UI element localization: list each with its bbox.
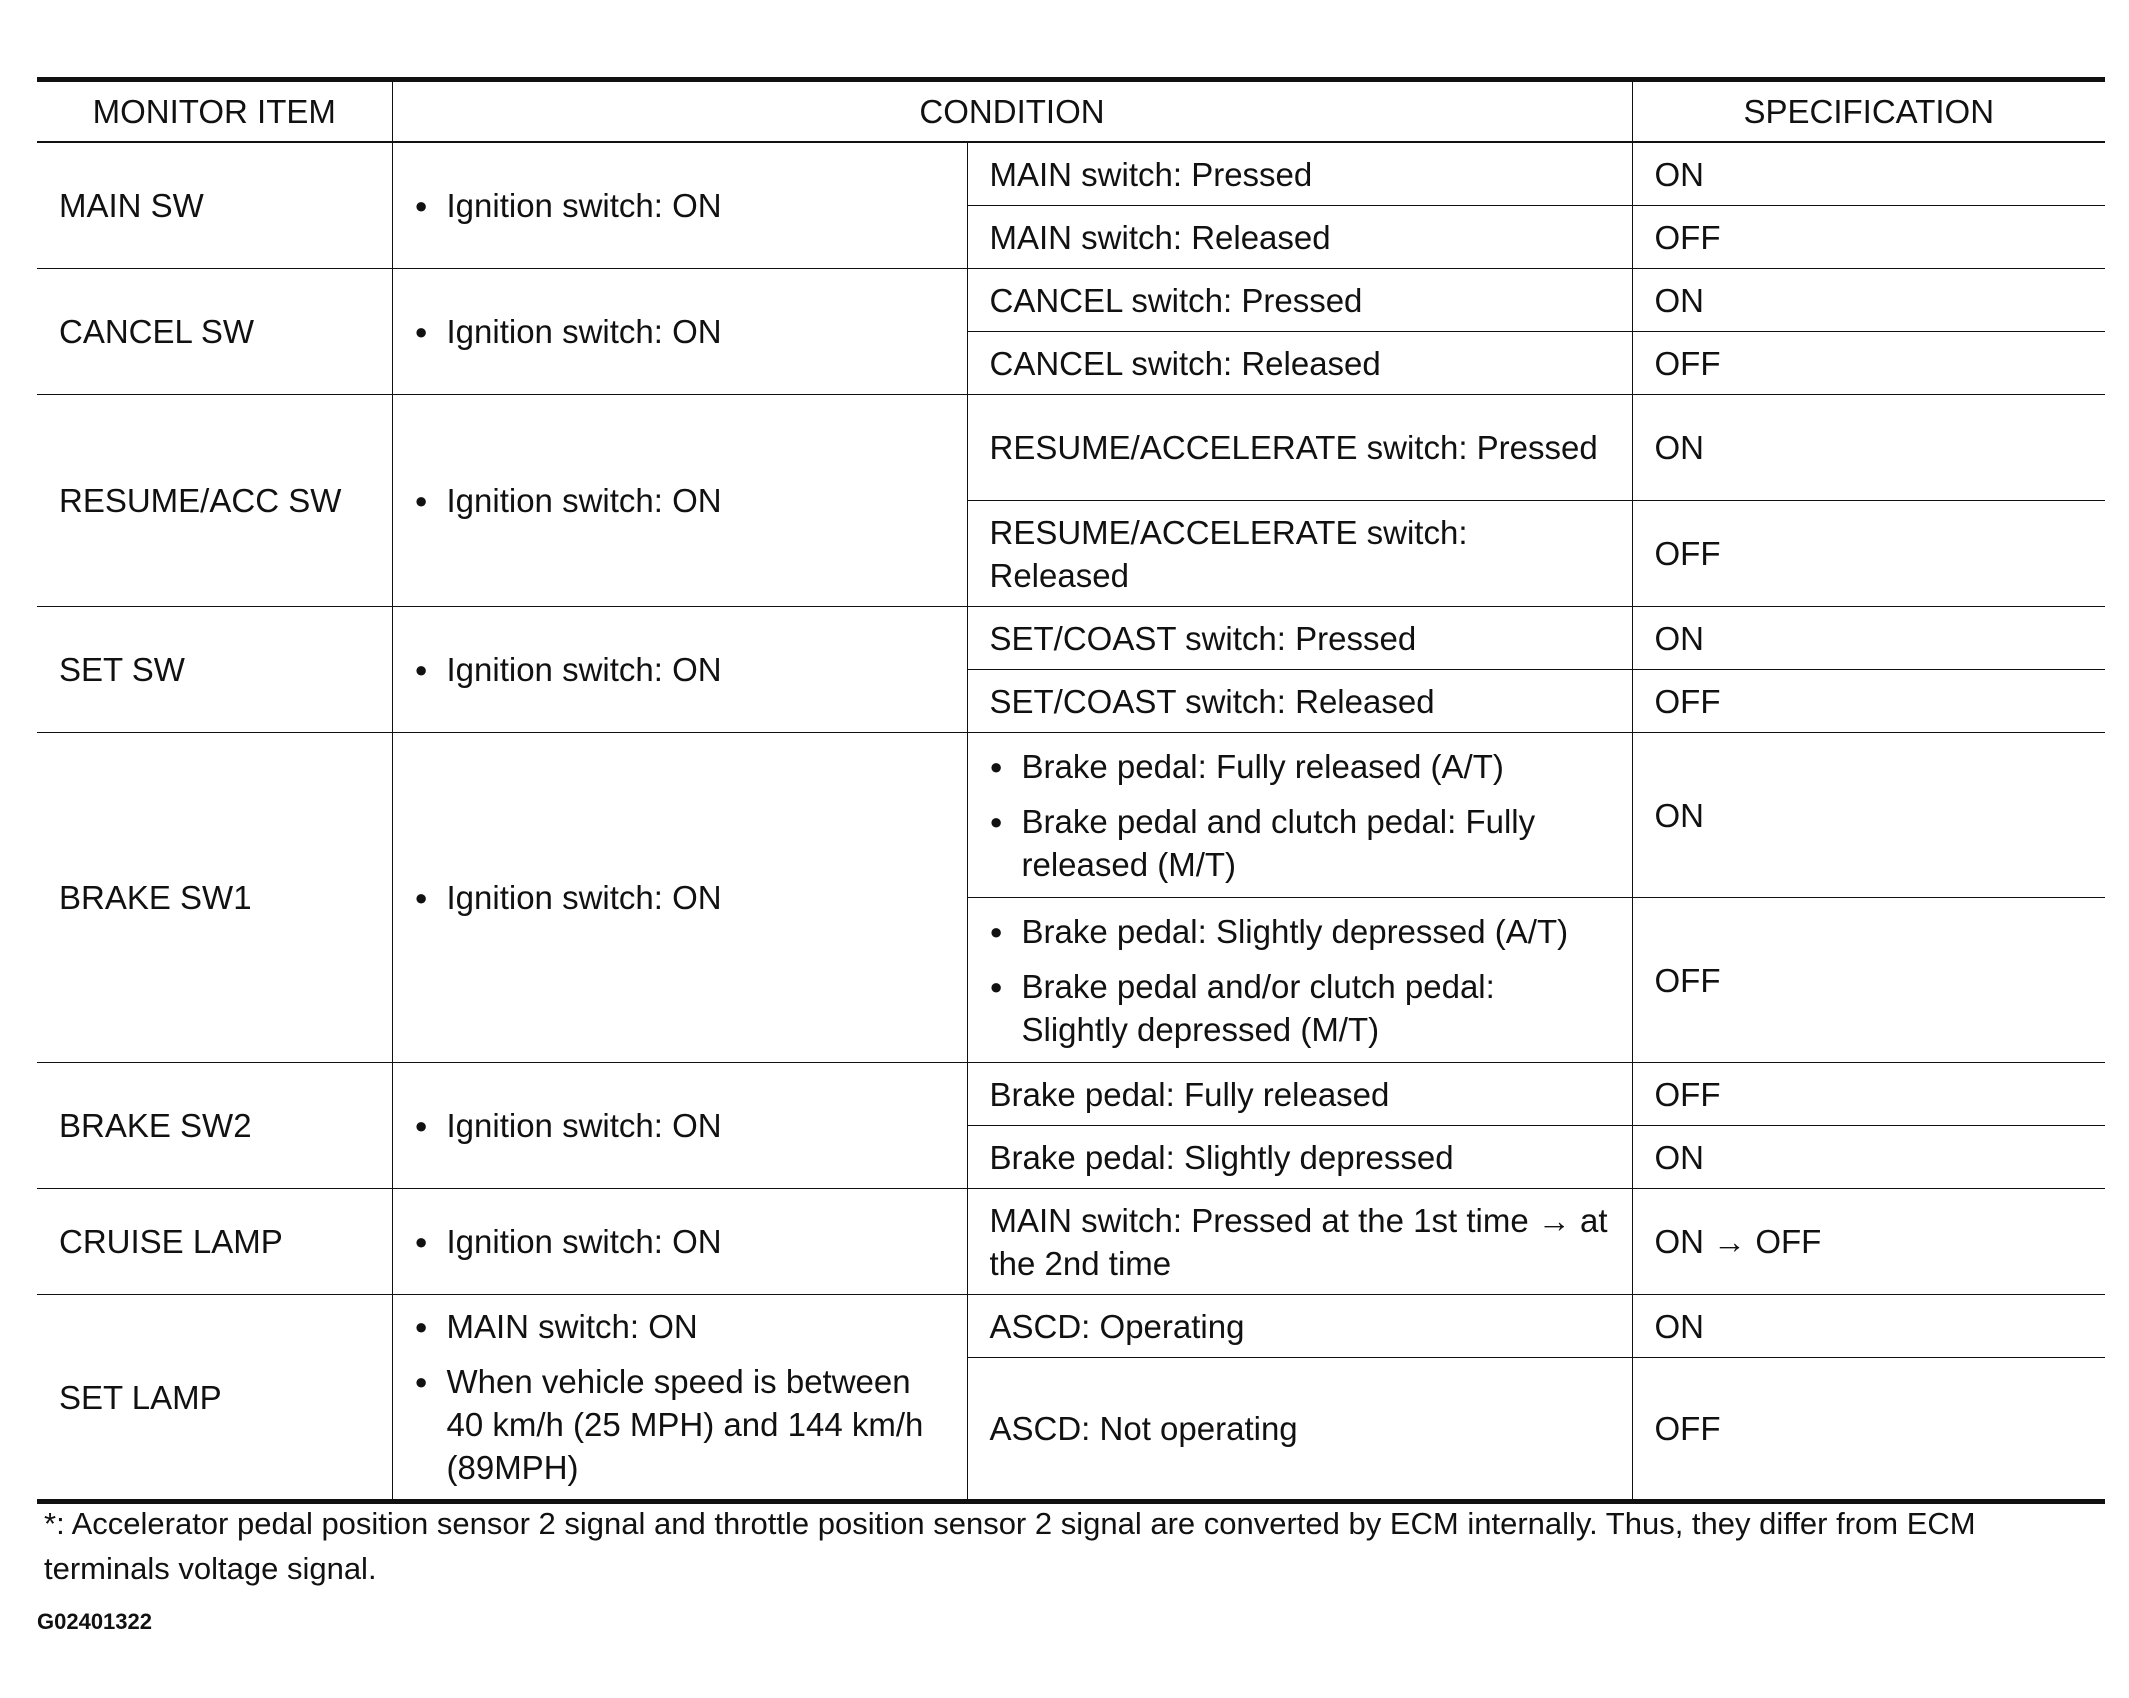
spec-value: OFF <box>1632 898 2105 1063</box>
footnote: *: Accelerator pedal position sensor 2 signal and throttle position sensor 2 signal are converted by ECM internally. Thus, they differ from ECM terminals voltage signal. <box>44 1506 1976 1586</box>
figure-id: G02401322 <box>37 1609 152 1634</box>
condition-bullet: ● Ignition switch: ON <box>415 648 945 691</box>
sub-condition: RESUME/ACCELERATE switch: Released <box>967 501 1632 607</box>
condition-bullet: ● Ignition switch: ON <box>415 184 945 227</box>
spec-value: ON <box>1632 395 2105 501</box>
header-condition: CONDITION <box>392 80 1632 143</box>
monitor-item: MAIN SW <box>37 142 392 269</box>
base-condition <box>392 733 967 1063</box>
sub-condition: RESUME/ACCELERATE switch: Pressed <box>967 395 1632 501</box>
header-monitor-item: MONITOR ITEM <box>37 80 392 143</box>
table-row <box>37 1295 2105 1358</box>
table-row <box>37 1063 2105 1126</box>
condition-bullet: ● Ignition switch: ON <box>415 1220 945 1263</box>
table-row <box>37 1189 2105 1295</box>
spec-value: ON <box>1632 1295 2105 1358</box>
base-condition <box>392 1295 967 1502</box>
condition-bullet: ● Ignition switch: ON <box>415 479 945 522</box>
header-specification: SPECIFICATION <box>1632 80 2105 143</box>
monitor-item: SET SW <box>37 607 392 733</box>
sub-condition: ASCD: Operating <box>967 1295 1632 1358</box>
sub-condition: Brake pedal: Slightly depressed <box>967 1126 1632 1189</box>
condition-bullet: ● Brake pedal: Slightly depressed (A/T) <box>990 910 1610 953</box>
base-condition <box>392 395 967 607</box>
condition-bullet: ● Brake pedal: Fully released (A/T) <box>990 745 1610 788</box>
sub-condition: MAIN switch: Pressed at the 1st time → at the 2nd time <box>967 1189 1632 1295</box>
spec-value: ON <box>1632 733 2105 898</box>
base-condition <box>392 1063 967 1189</box>
base-condition <box>392 142 967 269</box>
table-row <box>37 395 2105 501</box>
monitor-spec-table <box>37 77 2105 1504</box>
spec-value: ON <box>1632 269 2105 332</box>
condition-bullet: ● Ignition switch: ON <box>415 310 945 353</box>
sub-condition: Brake pedal: Fully released <box>967 1063 1632 1126</box>
monitor-item: BRAKE SW2 <box>37 1063 392 1189</box>
spec-value: OFF <box>1632 501 2105 607</box>
monitor-item: CANCEL SW <box>37 269 392 395</box>
sub-condition <box>967 898 1632 1063</box>
table-row <box>37 733 2105 898</box>
sub-condition: MAIN switch: Pressed <box>967 142 1632 206</box>
sub-condition: SET/COAST switch: Released <box>967 670 1632 733</box>
table-row <box>37 142 2105 206</box>
spec-value: OFF <box>1632 206 2105 269</box>
monitor-item: SET LAMP <box>37 1295 392 1502</box>
base-condition <box>392 269 967 395</box>
base-condition <box>392 607 967 733</box>
spec-value: ON <box>1632 1126 2105 1189</box>
spec-value: OFF <box>1632 1063 2105 1126</box>
spec-value: OFF <box>1632 670 2105 733</box>
condition-bullet: ● Ignition switch: ON <box>415 876 945 919</box>
spec-value: ON <box>1632 607 2105 670</box>
condition-bullet: ● When vehicle speed is between 40 km/h (25 MPH) and 144 km/h (89MPH) <box>415 1360 945 1489</box>
monitor-item: RESUME/ACC SW <box>37 395 392 607</box>
sub-condition <box>967 733 1632 898</box>
spec-value: ON <box>1632 142 2105 206</box>
spec-value: OFF <box>1632 1358 2105 1502</box>
table-row <box>37 607 2105 670</box>
sub-condition: SET/COAST switch: Pressed <box>967 607 1632 670</box>
condition-bullet: ● Ignition switch: ON <box>415 1104 945 1147</box>
condition-bullet: ● Brake pedal and clutch pedal: Fully released (M/T) <box>990 800 1610 886</box>
sub-condition: MAIN switch: Released <box>967 206 1632 269</box>
sub-condition: CANCEL switch: Released <box>967 332 1632 395</box>
sub-condition: CANCEL switch: Pressed <box>967 269 1632 332</box>
base-condition <box>392 1189 967 1295</box>
spec-value: OFF <box>1632 332 2105 395</box>
monitor-item: BRAKE SW1 <box>37 733 392 1063</box>
spec-value: ON → OFF <box>1632 1189 2105 1295</box>
condition-bullet: ● Brake pedal and/or clutch pedal: Slightly depressed (M/T) <box>990 965 1610 1051</box>
monitor-item: CRUISE LAMP <box>37 1189 392 1295</box>
table-row <box>37 269 2105 332</box>
condition-bullet: ● MAIN switch: ON <box>415 1305 945 1348</box>
sub-condition: ASCD: Not operating <box>967 1358 1632 1502</box>
